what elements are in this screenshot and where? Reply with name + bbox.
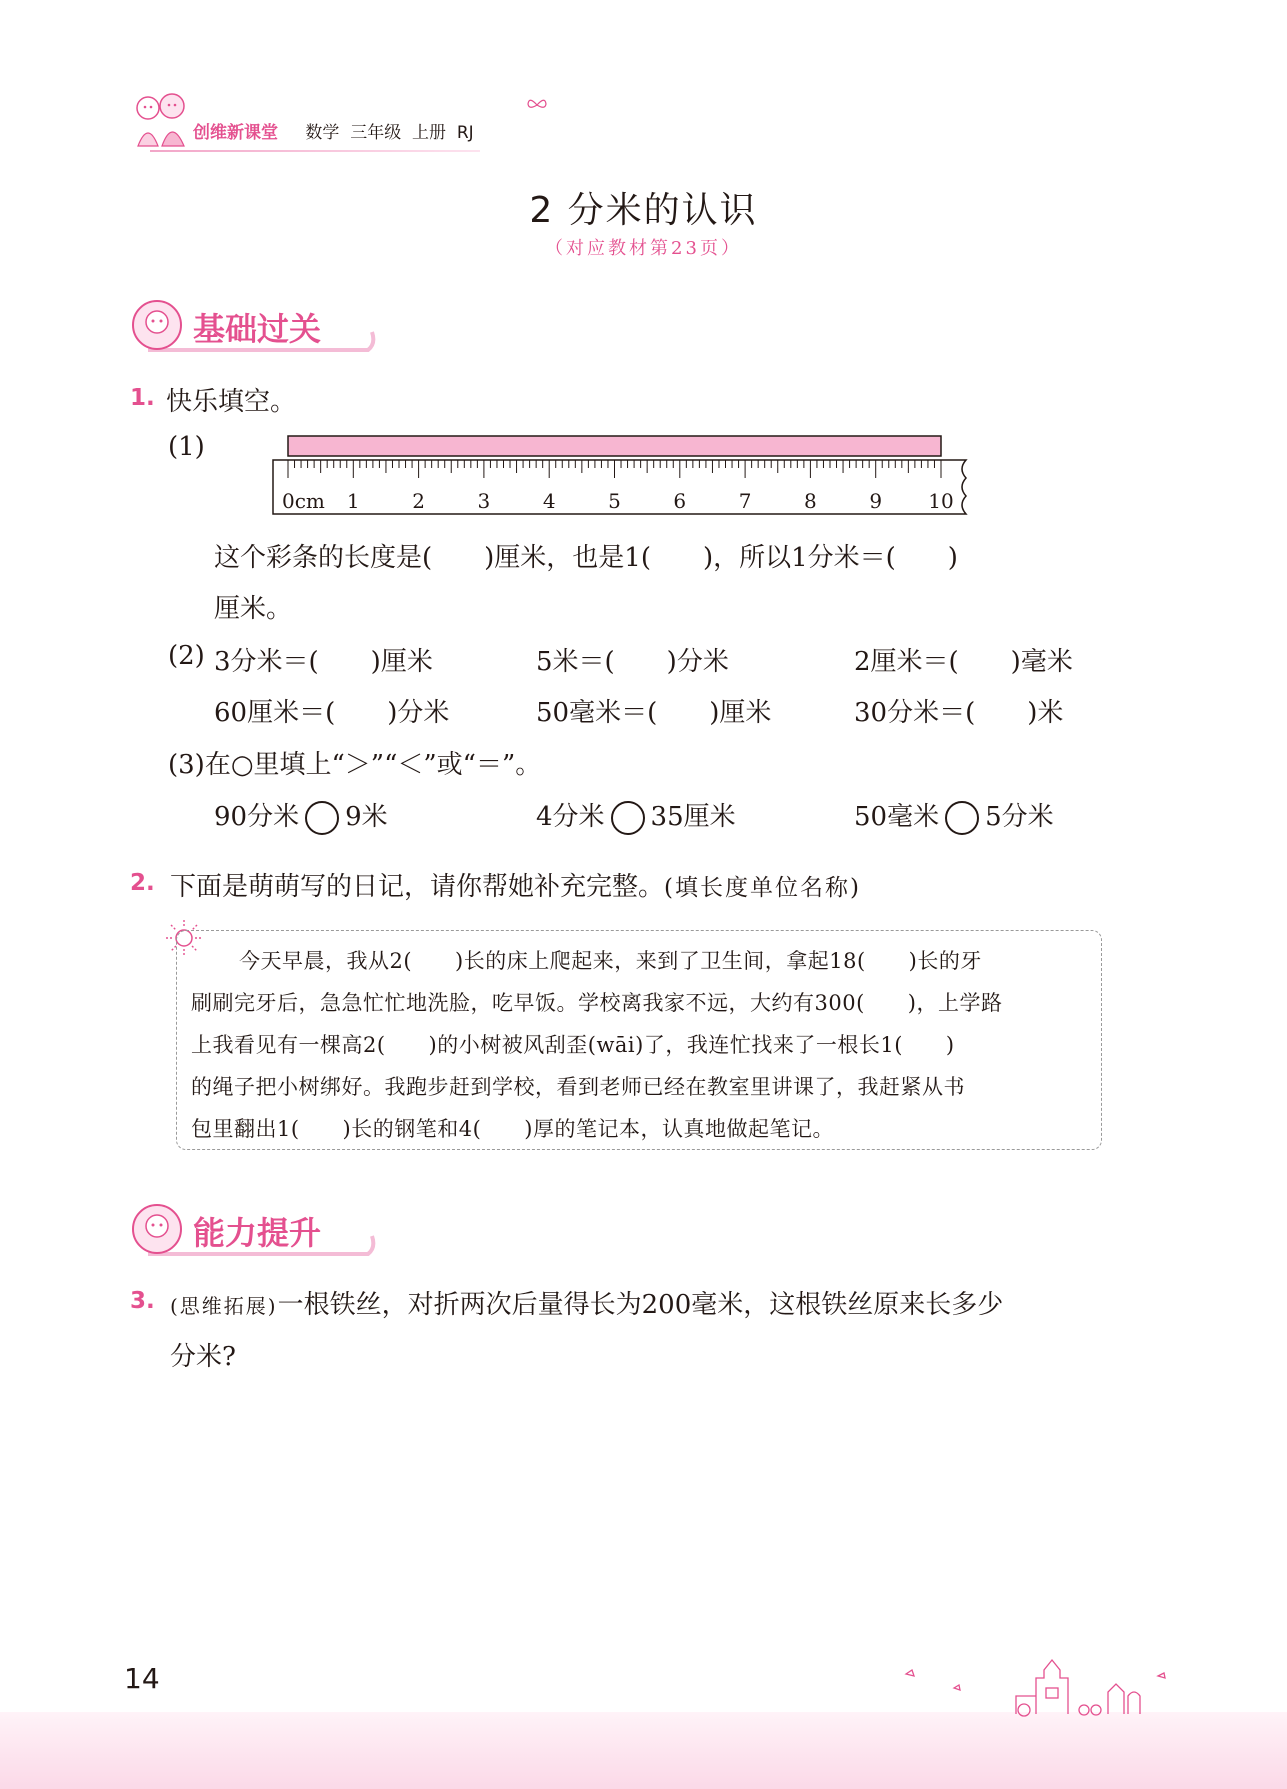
q3-line1 [170,1284,1003,1321]
diary-line: 今天早晨，我从2( )长的床上爬起来，来到了卫生间，拿起18( )长的牙 [239,949,982,973]
brand-name: 创维新课堂 [193,123,278,143]
page-subtitle: （对应教材第23页） [545,238,742,259]
ruler-tick-label: 3 [477,489,491,513]
section-advanced-title: 能力提升 [193,1214,322,1252]
ruler-figure [268,432,978,518]
ruler-tick-label: 10 [928,489,954,513]
page-number: 14 [124,1662,160,1695]
q1-part1-line2: 厘米。 [214,594,293,624]
q1-part2-item: 30分米＝( )米 [854,698,1064,728]
diary-line: 刷刷完牙后，急急忙忙地洗脸，吃早饭。学校离我家不远，大约有300( )，上学路 [191,991,1003,1015]
diary-line: 上我看见有一棵高2( )的小树被风刮歪(wāi)了，我连忙找来了一根长1( ) [191,1033,955,1057]
q1-part2-item: 5米＝( )分米 [536,647,729,677]
compare-circle-blank[interactable] [611,801,645,835]
ruler-tick-label: 2 [412,489,425,513]
q1-number: 1. [130,385,155,411]
q1-part2-item: 2厘米＝( )毫米 [854,647,1073,677]
ruler-tick-label: 5 [608,489,621,513]
ruler-tick-label: 7 [738,489,752,513]
q2-note: (填长度单位名称) [664,875,861,901]
q3-line2: 分米? [170,1342,236,1372]
compare-right: 9米 [345,802,388,832]
section-basic-title: 基础过关 [193,310,322,348]
q2-title-text: 下面是萌萌写的日记，请你帮她补充完整。 [170,872,665,902]
q1-title: 快乐填空。 [166,387,297,417]
q1-part2-item: 3分米＝( )厘米 [214,647,433,677]
diary-line: 包里翻出1( )长的钢笔和4( )厚的笔记本，认真地做起笔记。 [191,1117,834,1141]
q1-part1-line1: 这个彩条的长度是( )厘米，也是1( )，所以1分米＝( ) [214,543,958,573]
q3-text: 一根铁丝，对折两次后量得长为200毫米，这根铁丝原来长多少 [277,1290,1004,1320]
ruler-tick-label: 8 [804,489,817,513]
compare-right: 5分米 [985,802,1054,832]
q2-title [170,866,861,903]
q1-part1-label: (1) [168,432,205,462]
colored-strip [288,436,941,456]
q3-number: 3. [130,1288,155,1314]
compare-left: 90分米 [214,802,300,832]
diary-line: 的绳子把小树绑好。我跑步赶到学校，看到老师已经在教室里讲课了，我赶紧从书 [191,1075,965,1099]
compare-item [536,796,736,835]
diary-box [176,930,1102,1150]
header-grade: 三年级 [350,123,402,143]
page-title: 2 分米的认识 [529,190,758,231]
q3-tag: (思维拓展) [170,1294,278,1318]
compare-circle-blank[interactable] [305,801,339,835]
compare-right: 35厘米 [650,802,736,832]
footer-band [0,1712,1287,1789]
compare-item [854,796,1054,835]
q1-part2-item: 50毫米＝( )厘米 [536,698,772,728]
q1-part3-instruction: (3)在○里填上“＞”“＜”或“＝”。 [168,750,542,780]
header-subject: 数学 [305,123,340,143]
header-text [193,118,474,143]
q2-number: 2. [130,870,155,896]
castle-illustration [876,1648,1176,1718]
compare-circle-blank[interactable] [945,801,979,835]
ruler-tick-label: 9 [869,489,883,513]
header-volume: 上册 [412,123,447,143]
header-edition: RJ [456,123,474,143]
ruler-tick-label: 4 [542,489,556,513]
butterfly-icon [526,96,548,114]
compare-left: 50毫米 [854,802,940,832]
compare-left: 4分米 [536,802,605,832]
compare-item [214,796,388,835]
header-divider [150,150,480,152]
ruler-tick-label: 0cm [282,489,325,513]
ruler-tick-label: 6 [673,489,687,513]
q1-part2-label: (2) [168,641,205,671]
header-kids-illustration [126,86,196,156]
ruler-tick-label: 1 [346,489,360,513]
q1-part2-item: 60厘米＝( )分米 [214,698,450,728]
